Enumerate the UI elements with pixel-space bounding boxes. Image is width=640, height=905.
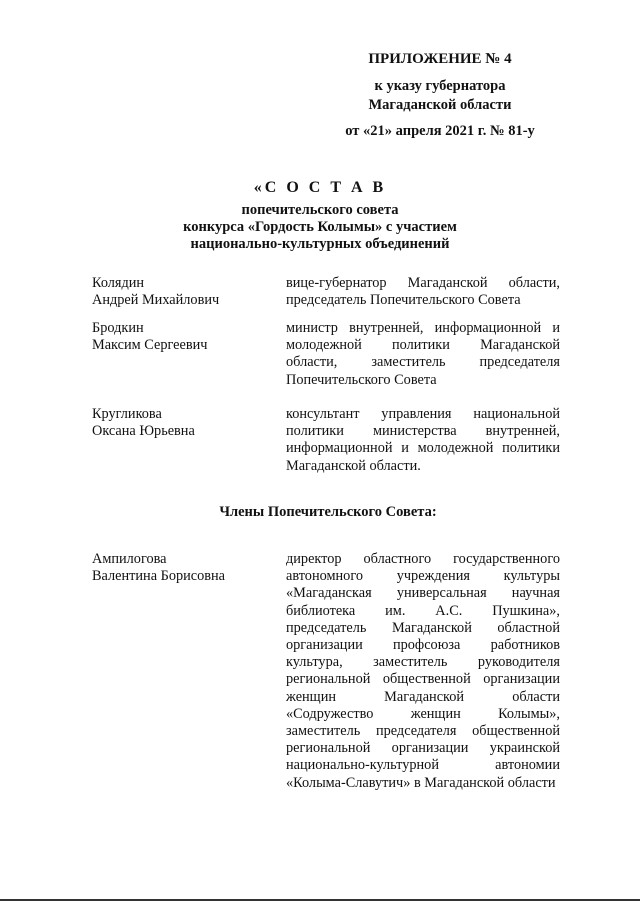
appendix-region-line: Магаданской области [368, 97, 512, 113]
appendix-header [330, 50, 550, 141]
member-given-names: Валентина Борисовна [92, 568, 226, 585]
person-name [92, 406, 272, 440]
person-given-names: Максим Сергеевич [92, 337, 208, 354]
appendix-title: ПРИЛОЖЕНИЕ № 4 [368, 51, 512, 67]
person-given-names: Андрей Михайлович [92, 292, 220, 309]
person-surname: Кругликова [92, 406, 162, 422]
person-given-names: Оксана Юрьевна [92, 423, 195, 440]
person-surname: Колядин [92, 275, 145, 291]
title-line-associations: национально-культурных объединений [190, 236, 450, 252]
page-bottom-rule [0, 899, 640, 901]
member-surname: Ампилогова [92, 551, 167, 567]
appendix-date-line: от «21» апреля 2021 г. № 81-у [345, 123, 535, 139]
members-heading: Члены Попечительского Совета: [219, 504, 437, 520]
person-surname: Бродкин [92, 320, 144, 336]
document-title [0, 178, 640, 253]
title-line-contest: конкурса «Гордость Колымы» с участием [183, 219, 457, 235]
appendix-decree-line: к указу губернатора [374, 78, 506, 94]
person-position: министр внутренней, информационной и молодежной политики Магаданской области, заместитель председателя Попечительского Совета [286, 320, 560, 388]
person-name [92, 320, 272, 354]
title-line-board: попечительского совета [241, 202, 399, 218]
person-name [92, 275, 272, 309]
person-position: вице-губернатор Магаданской области, председатель Попечительского Совета [286, 275, 560, 309]
person-position: консультант управления национальной политики министерства внутренней, информационной и молодежной политики Магаданской области. [286, 406, 560, 474]
member-name [92, 551, 272, 585]
title-sostav: «С О С Т А В [253, 179, 387, 196]
member-position: директор областного государственного автономного учреждения культуры «Магаданская универсальная научная библиотека им. А.С. Пушкина», председатель Магаданской областной организации профсоюза работников культура, заместитель руководителя региональной общественной организации женщин Магаданской области «Содружество женщин Колымы», заместитель председателя общественной региональной организации украинской национально-культурной автономии «Колыма-Славутич» в Магаданской области [286, 551, 560, 791]
